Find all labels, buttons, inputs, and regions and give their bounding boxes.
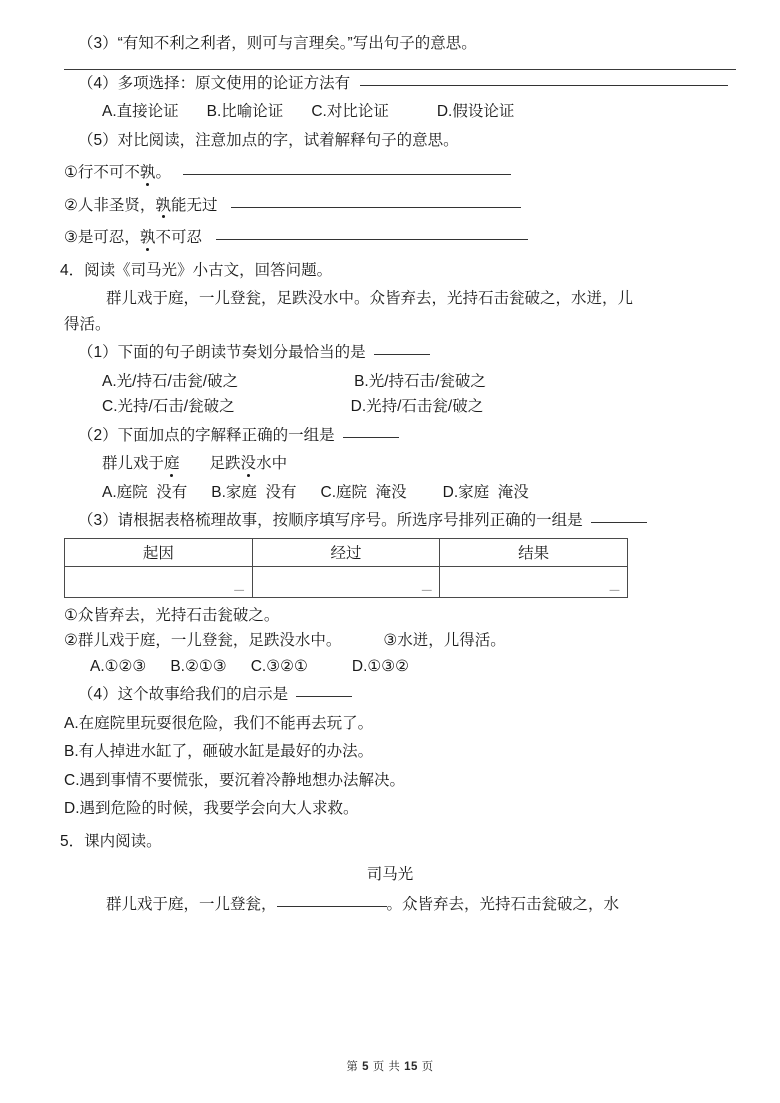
item4-question-4 xyxy=(44,687,736,703)
item4-q3-options xyxy=(44,659,736,675)
option-a[interactable]: A.光/持石/击瓮/破之 xyxy=(102,372,239,390)
q5-item-2-before: 人非圣贤， xyxy=(77,196,156,214)
item-4-passage-line-2 xyxy=(44,317,736,333)
answer-blank-item5[interactable] xyxy=(277,906,387,907)
item4-question-1 xyxy=(44,345,736,361)
option-b: B.有人掉进水缸了，砸破水缸是最好的办法。 xyxy=(64,743,374,760)
q5-item-2 xyxy=(44,198,736,214)
phrase-2-before: 足跌 xyxy=(209,455,241,472)
question-4-options xyxy=(44,104,736,120)
phrase-2-dotted-char: 没 xyxy=(240,455,257,472)
item-4-heading xyxy=(44,263,736,279)
item4-q3-statement-2-3 xyxy=(44,633,736,649)
q5-item-1-marker: ① xyxy=(64,164,78,181)
item4-q2-options xyxy=(44,485,736,501)
question-3-prev xyxy=(44,36,736,52)
table-header-process: 经过 xyxy=(252,538,440,566)
item4-q4-text: 这个故事给我们的启示是 xyxy=(117,686,289,703)
statement-text: ③水迸，儿得活。 xyxy=(383,632,506,649)
item4-q3-label: （3） xyxy=(78,512,118,529)
q5-item-1-before: 行不可不 xyxy=(77,164,140,181)
option-a[interactable]: A.直接论证 xyxy=(102,103,179,120)
q5-item-3-before: 是可忍， xyxy=(77,229,140,246)
page-footer xyxy=(0,1058,780,1074)
option-b[interactable]: B.光/持石击/瓮破之 xyxy=(354,372,486,390)
item-5-passage-line xyxy=(44,897,736,913)
q5-item-1-after: 。 xyxy=(155,164,171,181)
answer-blank-q5-3[interactable] xyxy=(216,239,528,240)
phrase-1-before: 群儿戏于 xyxy=(102,455,165,472)
question-5-text: 对比阅读，注意加点的字，试着解释句子的意思。 xyxy=(117,131,459,149)
item-5-title: 课内阅读。 xyxy=(84,832,162,850)
table-cell-process[interactable]: － xyxy=(252,566,440,597)
table-header-result: 结果 xyxy=(440,538,628,566)
item4-q4-option-b[interactable] xyxy=(44,744,736,760)
q5-item-2-after: 能无过 xyxy=(170,196,218,214)
option-b[interactable]: B.②①③ xyxy=(170,657,227,675)
item4-q2-label: （2） xyxy=(78,426,118,444)
statement-text: ①众皆弃去，光持石击瓮破之。 xyxy=(64,606,280,624)
answer-blank-item4-q2[interactable] xyxy=(343,437,399,438)
table-cell-cause[interactable]: － xyxy=(65,566,253,597)
phrase-2-after: 水中 xyxy=(256,455,288,472)
answer-blank-item4-q3[interactable] xyxy=(591,522,647,523)
question-4-prev xyxy=(44,76,736,92)
q5-item-2-dotted-char: 孰 xyxy=(155,196,171,214)
option-c[interactable]: C.③②① xyxy=(250,657,308,675)
item-5-number: 5． xyxy=(60,832,85,850)
item4-question-3 xyxy=(44,513,736,529)
item-4-passage-line-1 xyxy=(44,291,736,307)
item-5-heading xyxy=(44,834,736,850)
option-c: C.遇到事情不要慌张，要沉着冷静地想办法解决。 xyxy=(64,771,406,789)
item-4-title: 阅读《司马光》小古文，回答问题。 xyxy=(84,261,333,279)
answer-blank-item4-q4[interactable] xyxy=(296,696,352,697)
answer-blank-q4[interactable] xyxy=(360,85,728,86)
item4-q4-option-c[interactable] xyxy=(44,773,736,789)
q5-item-3-marker: ③ xyxy=(64,229,78,246)
q5-item-3-dotted-char: 孰 xyxy=(139,229,156,246)
item4-q2-phrases xyxy=(44,456,736,472)
option-b[interactable]: B.比喻论证 xyxy=(206,103,284,120)
answer-blank-item4-q1[interactable] xyxy=(374,354,430,355)
question-5-label: （5） xyxy=(78,131,118,149)
q5-item-3 xyxy=(44,230,736,246)
item5-passage-before: 群儿戏于庭，一儿登瓮， xyxy=(106,896,277,913)
answer-blank-q5-1[interactable] xyxy=(183,174,511,175)
answer-blank-q5-2[interactable] xyxy=(231,207,521,208)
item5-passage-after: 。众皆弃去，光持石击瓮破之，水 xyxy=(386,896,620,913)
table-cell-result[interactable]: － xyxy=(440,566,628,597)
item4-q1-options-row-1 xyxy=(44,374,736,390)
item4-q4-option-d[interactable] xyxy=(44,801,736,817)
option-d[interactable]: D.假设论证 xyxy=(436,103,515,120)
question-4-label: （4） xyxy=(78,74,118,92)
q5-item-1 xyxy=(44,165,736,181)
option-d[interactable]: D.家庭 淹没 xyxy=(442,483,529,501)
item4-q1-label: （1） xyxy=(78,344,118,361)
option-c[interactable]: C.对比论证 xyxy=(311,103,389,120)
item4-q4-label: （4） xyxy=(78,686,118,703)
footer-page-number: 5 xyxy=(362,1061,369,1073)
item-5-passage-title: 司马光 xyxy=(366,866,414,883)
option-c[interactable]: C.庭院 淹没 xyxy=(320,483,407,501)
q5-item-3-after: 不可忍 xyxy=(155,229,202,246)
item-4-number: 4． xyxy=(60,261,85,279)
question-4-text: 多项选择：原文使用的论证方法有 xyxy=(117,74,351,92)
phrase-1-dotted-char: 庭 xyxy=(164,455,180,472)
item4-q1-options-row-2 xyxy=(44,399,736,415)
option-b[interactable]: B.家庭 没有 xyxy=(211,483,297,501)
item4-q1-text: 下面的句子朗读节奏划分最恰当的是 xyxy=(117,344,366,361)
option-c[interactable]: C.光持/石击/瓮破之 xyxy=(102,398,235,415)
option-d: D.遇到危险的时候，我要学会向大人求救。 xyxy=(64,800,359,817)
item4-q4-option-a[interactable] xyxy=(44,716,736,732)
item4-q3-text: 请根据表格梳理故事，按顺序填写序号。所选序号排列正确的一组是 xyxy=(117,512,583,529)
story-structure-table xyxy=(64,538,628,598)
statement-text: ②群儿戏于庭，一儿登瓮，足跌没水中。 xyxy=(64,632,342,649)
option-a[interactable]: A.①②③ xyxy=(90,657,147,675)
table-header-cause: 起因 xyxy=(65,538,253,566)
table-row xyxy=(65,566,628,597)
table-header-row xyxy=(65,538,628,566)
question-5-prev xyxy=(44,133,736,149)
question-3-label: （3） xyxy=(78,35,118,52)
footer-middle: 页 共 xyxy=(372,1061,401,1073)
passage-text: 群儿戏于庭，一儿登瓮，足跌没水中。众皆弃去，光持石击瓮破之，水迸，儿 xyxy=(106,290,634,307)
passage-text-cont: 得活。 xyxy=(64,315,111,333)
option-d[interactable]: D.①③② xyxy=(351,657,410,675)
question-3-text: “有知不利之利者，则可与言理矣。”写出句子的意思。 xyxy=(117,35,477,52)
footer-total-pages: 15 xyxy=(404,1061,418,1073)
footer-prefix: 第 xyxy=(346,1061,359,1073)
item4-q2-text: 下面加点的字解释正确的一组是 xyxy=(117,426,335,444)
item4-question-2 xyxy=(44,428,736,444)
q5-item-2-marker: ② xyxy=(64,196,78,214)
option-a: A.在庭院里玩耍很危险，我们不能再去玩了。 xyxy=(64,714,374,732)
item4-q3-statement-1 xyxy=(44,608,736,624)
q5-item-1-dotted-char: 孰 xyxy=(139,164,156,181)
option-a[interactable]: A.庭院 没有 xyxy=(102,483,188,501)
footer-suffix: 页 xyxy=(421,1061,434,1073)
option-d[interactable]: D.光持/石击瓮/破之 xyxy=(350,398,484,415)
